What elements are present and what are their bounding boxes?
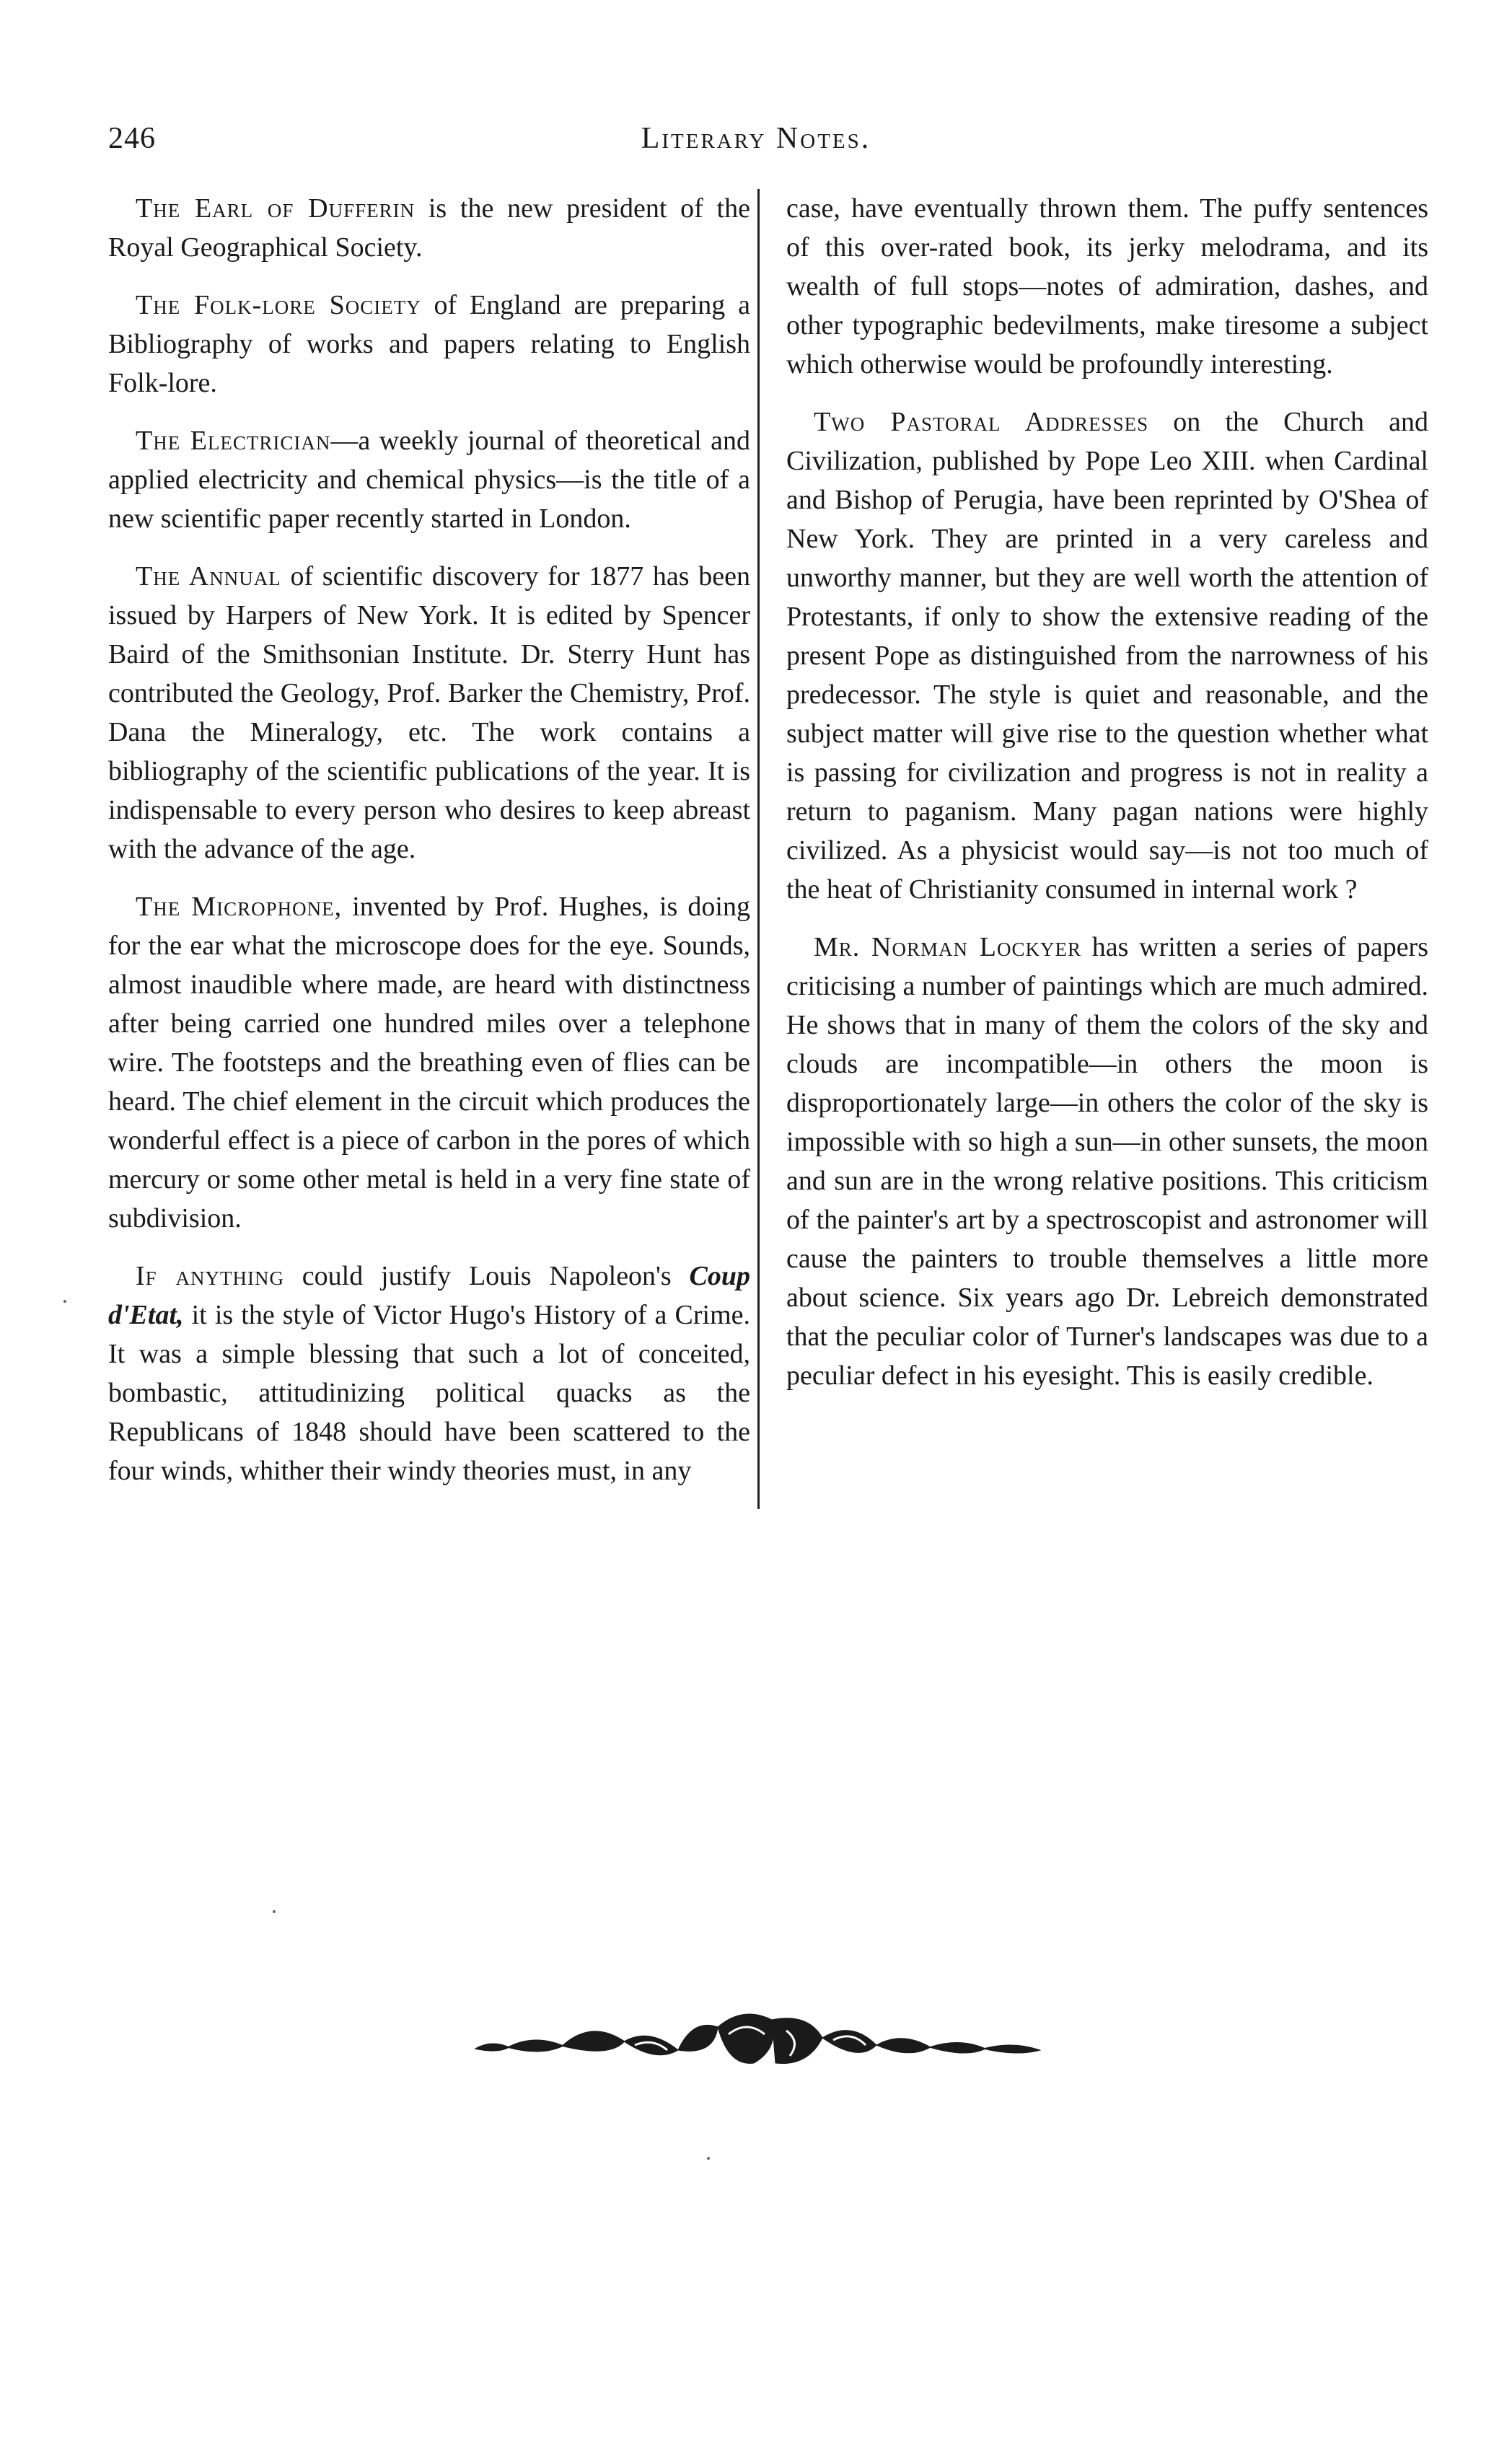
note-body: has written a series of papers criticising a number of paintings which are much admired. He shows that in many of them the colors of the sky and clouds are incompatible—in others the moon is disproportionately large—in others the color of the sky is impossible with so high a sun—in other sunsets, the moon and sun are in the wrong relative positions. This criticism of the painter's art by a spectroscopist and astronomer will cause the painters to trouble themselves a little more about science. Six years ago Dr. Lebreich demonstrated that the peculiar color of Turner's landscapes was due to a peculiar defect in his eyesight. This is easily credible. [786, 932, 1429, 1391]
left-column [108, 189, 760, 1509]
note-continuation [786, 189, 1428, 384]
text-columns [108, 189, 1428, 1509]
right-column [783, 189, 1428, 1509]
note-paragraph [108, 887, 750, 1238]
page-number: 246 [108, 122, 156, 155]
note-body: case, have eventually thrown them. The puffy sentences of this over-rated book, its jerky melodrama, and its wealth of full stops—notes of admiration, dashes, and other typographic bedevilments, make tiresome a subject which otherwise would be profoundly interesting. [786, 193, 1428, 379]
note-body: —a weekly journal of theoretical and applied electricity and chemical physics—is the title of a new scientific paper recently started in London. [108, 426, 750, 534]
note-paragraph [786, 928, 1428, 1395]
note-lead: The Annual [136, 561, 281, 592]
italic-title: Coup d'Etat, [108, 1261, 750, 1330]
note-lead: The Earl of Dufferin [136, 193, 416, 224]
stray-mark [707, 2157, 710, 2160]
note-body: is the new president of the Royal Geographical Society. [108, 193, 750, 263]
note-lead: The Electrician [136, 426, 331, 456]
stray-mark [273, 1910, 276, 1913]
note-paragraph [108, 421, 750, 538]
tailpiece-ornament [469, 2005, 1046, 2085]
note-body: of scientific discovery for 1877 has been issued by Harpers of New York. It is edited by Spencer Baird of the Smithsonian Institute. Dr. Sterry Hunt has contributed the Geology, Prof. Barker the Chemistry, Prof. Dana the Mineralogy, etc. The work contains a bibliography of the scientific publications of the year. It is indispensable to every person who desires to keep abreast with the advance of the age. [108, 561, 750, 864]
note-lead: The Microphone, [136, 892, 343, 922]
note-lead: Mr. Norman Lockyer [814, 932, 1081, 962]
note-lead: The Folk-lore Society [136, 290, 421, 320]
note-lead: Two Pastoral Addresses [814, 407, 1149, 437]
running-head: Literary Notes. [641, 122, 871, 155]
note-body: could justify Louis Napoleon's [284, 1261, 690, 1291]
stray-mark [63, 1300, 66, 1303]
note-lead: If anything [136, 1261, 284, 1291]
note-body: it is the style of Victor Hugo's History of a Crime. It was a simple blessing that such a lot of conceited, bombastic, attitudinizing political quacks as the Republicans of 1848 should have been scattered to the four winds, whither their windy theories must, in any [108, 1300, 750, 1486]
note-paragraph [108, 286, 750, 403]
note-paragraph [786, 403, 1428, 909]
note-paragraph [108, 557, 750, 869]
note-body: invented by Prof. Hughes, is doing for the ear what the microscope does for the eye. Sounds, almost inaudible where made, are heard with distinctness after being carried one hundred miles over a telephone wire. The footsteps and the breathing even of flies can be heard. The chief element in the circuit which produces the wonderful effect is a piece of carbon in the pores of which mercury or some other metal is held in a very fine state of subdivision. [108, 892, 750, 1234]
note-body: of England are preparing a Bibliography of works and papers relating to English Folk-lore. [108, 290, 750, 398]
note-paragraph [108, 189, 750, 267]
note-paragraph [108, 1257, 750, 1490]
note-body: on the Church and Civilization, published by Pope Leo XIII. when Cardinal and Bishop of Perugia, have been reprinted by O'Shea of New York. They are printed in a very careless and unworthy manner, but they are well worth the attention of Protestants, if only to show the extensive reading of the present Pope as distinguished from the narrowness of his predecessor. The style is quiet and reasonable, and the subject matter will give rise to the question whether what is passing for civilization and progress is not in reality a return to paganism. Many pagan nations were highly civilized. As a physicist would say—is not too much of the heat of Christianity consumed in internal work ? [786, 407, 1429, 905]
